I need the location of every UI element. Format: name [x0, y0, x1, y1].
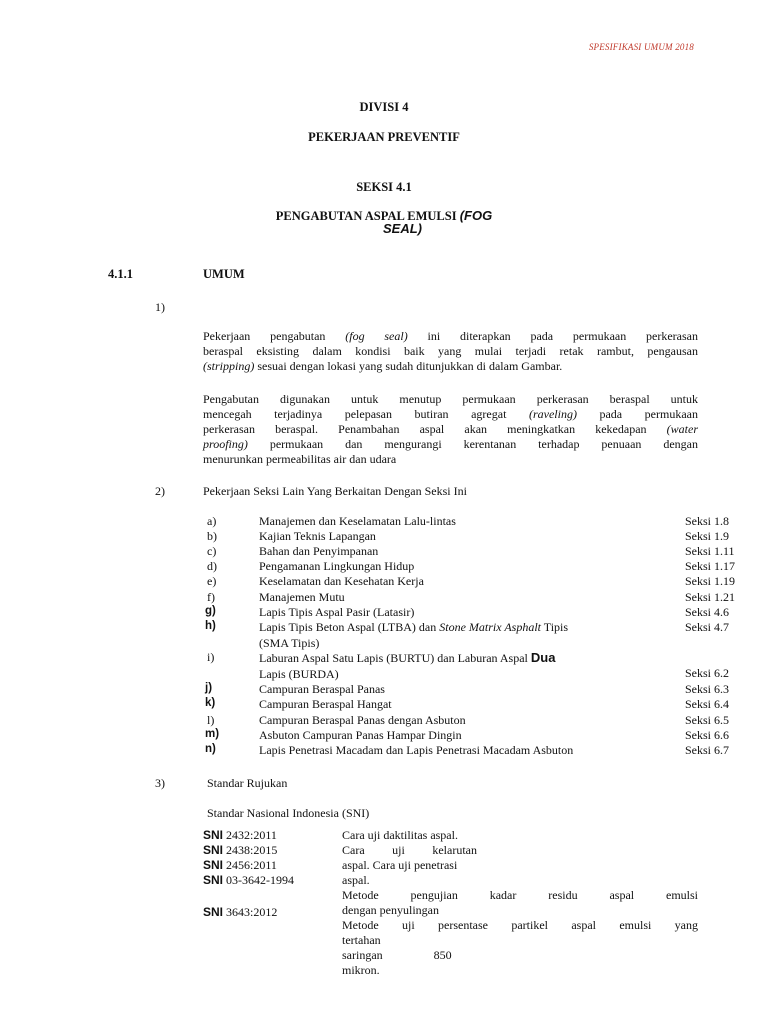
line-text: pada permukaan	[576, 407, 698, 421]
line-text: Pekerjaan pengabutan	[203, 329, 346, 343]
row-letter: i)	[207, 650, 215, 664]
sni-code	[203, 873, 294, 888]
sni-number: 3643:2012	[223, 905, 278, 919]
related-section-row	[0, 574, 768, 589]
paragraph-2	[203, 392, 698, 467]
sni-number: 2438:2015	[223, 843, 278, 857]
row-letter: f)	[207, 590, 215, 604]
line-text: sesuai dengan lokasi yang sudah ditunjukkan di dalam Gambar.	[254, 359, 563, 373]
row-text: Pengamanan Lingkungan Hidup	[259, 559, 415, 573]
row-text-part: Tipis	[541, 620, 569, 634]
row-letter: h)	[205, 620, 216, 632]
divisi-title: DIVISI 4	[359, 100, 409, 114]
italic-term: (stripping)	[203, 359, 255, 373]
row-text: Lapis Tipis Aspal Pasir (Latasir)	[259, 605, 415, 619]
related-section-row	[0, 529, 768, 544]
row-letter: b)	[207, 529, 217, 543]
row-text: Manajemen dan Keselamatan Lalu-lintas	[259, 514, 456, 528]
sni-description-line: aspal. Cara uji penetrasi	[342, 858, 458, 872]
italic-term: Stone Matrix Asphalt	[439, 620, 542, 634]
row-section-ref: Seksi 1.21	[685, 590, 736, 604]
row-text: Kajian Teknis Lapangan	[259, 529, 376, 543]
line-text: beraspal eksisting dalam kondisi baik yang mulai terjadi retak rambut, pengausan	[203, 344, 698, 358]
row-letter: m)	[205, 728, 220, 740]
judul-seal: SEAL)	[383, 221, 422, 236]
related-section-row	[0, 559, 768, 574]
row-section-ref: Seksi 6.4	[685, 697, 730, 711]
italic-term: (raveling)	[528, 407, 577, 421]
sni-prefix: SNI	[203, 843, 224, 857]
sni-number: 2432:2011	[223, 828, 277, 842]
section-number: 4.1.1	[108, 267, 133, 281]
sni-description-line: Cara uji daktilitas aspal.	[342, 828, 458, 842]
sni-number: 03-3642-1994	[223, 873, 295, 887]
sni-description-line: aspal.	[342, 873, 370, 887]
judul-fog: (FOG	[459, 208, 493, 223]
row-section-ref: Seksi 1.17	[685, 559, 736, 573]
sni-description-line: mikron.	[342, 963, 380, 977]
related-section-row	[0, 650, 768, 681]
row-letter: g)	[205, 605, 216, 617]
row-section-ref: Seksi 4.6	[685, 605, 730, 619]
row-section-ref: Seksi 6.7	[685, 743, 730, 757]
paragraph-line	[203, 422, 698, 437]
row-letter: d)	[207, 559, 217, 573]
pekerjaan-title: PEKERJAAN PREVENTIF	[308, 130, 460, 144]
related-section-row	[0, 544, 768, 559]
row-letter: e)	[207, 574, 217, 588]
italic-term: proofing)	[203, 437, 248, 451]
row-section-ref: Seksi 1.9	[685, 529, 730, 543]
related-section-row	[0, 743, 768, 758]
sni-description-line: saringan 850	[342, 948, 452, 962]
related-section-row	[0, 713, 768, 728]
row-section-ref: Seksi 1.19	[685, 574, 736, 588]
related-section-row	[0, 590, 768, 605]
row-text-continuation: (SMA Tipis)	[259, 636, 320, 650]
related-section-row	[0, 605, 768, 620]
paragraph-line	[203, 452, 698, 467]
sni-description-line: dengan penyulingan	[342, 903, 439, 917]
row-section-ref: Seksi 1.11	[685, 544, 735, 558]
seksi-title: SEKSI 4.1	[356, 180, 412, 194]
row-section-ref: Seksi 1.8	[685, 514, 730, 528]
paragraph-line	[203, 437, 698, 452]
row-text: Manajemen Mutu	[259, 590, 345, 604]
row-letter: l)	[207, 713, 215, 727]
row-text	[259, 650, 555, 682]
italic-term: (fog seal)	[345, 329, 408, 343]
row-letter: a)	[207, 514, 217, 528]
row-text: Keselamatan dan Kesehatan Kerja	[259, 574, 424, 588]
row-section-ref: Seksi 6.5	[685, 713, 730, 727]
row-letter: j)	[205, 682, 213, 694]
sni-code	[203, 828, 277, 843]
row-section-ref: Seksi 6.3	[685, 682, 730, 696]
sni-subtitle: Standar Nasional Indonesia (SNI)	[207, 806, 370, 820]
paragraph-line	[203, 392, 698, 407]
paragraph-1	[203, 329, 698, 374]
related-section-row	[0, 514, 768, 529]
row-text: Campuran Beraspal Panas dengan Asbuton	[259, 713, 466, 727]
line-text: permukaan dan mengurangi kerentanan terhadap penuaan dengan	[247, 437, 698, 451]
row-text: Campuran Beraspal Hangat	[259, 697, 392, 711]
related-section-row	[0, 728, 768, 743]
sni-description-list	[342, 828, 698, 978]
item-1-number: 1)	[155, 300, 165, 314]
row-text-continuation: Lapis (BURDA)	[259, 667, 339, 681]
paragraph-line	[203, 344, 698, 359]
paragraph-line	[203, 329, 698, 344]
row-text: Lapis Penetrasi Macadam dan Lapis Penetrasi Macadam Asbuton	[259, 743, 574, 757]
row-text-part: Laburan Aspal Satu Lapis (BURTU) dan Laburan Aspal	[259, 651, 531, 665]
row-section-ref: Seksi 6.6	[685, 728, 730, 742]
section-title: UMUM	[203, 267, 245, 281]
sni-description-line: Metode uji persentase partikel aspal emulsi yang	[342, 918, 698, 932]
line-text: Pengabutan digunakan untuk menutup permukaan perkerasan beraspal untuk	[203, 392, 698, 406]
row-text: Bahan dan Penyimpanan	[259, 544, 379, 558]
row-text	[259, 620, 568, 651]
row-letter: n)	[205, 743, 216, 755]
row-text: Campuran Beraspal Panas	[259, 682, 385, 696]
paragraph-line	[203, 359, 698, 374]
item-2-title: Pekerjaan Seksi Lain Yang Berkaitan Dengan Seksi Ini	[203, 484, 467, 498]
italic-term: (water	[666, 422, 698, 436]
related-section-row	[0, 620, 768, 650]
line-text: mencegah terjadinya pelepasan butiran agregat	[203, 407, 529, 421]
item-3-title: Standar Rujukan	[207, 776, 288, 790]
sni-prefix: SNI	[203, 828, 224, 842]
sni-prefix: SNI	[203, 873, 224, 887]
row-text-part: Lapis Tipis Beton Aspal (LTBA) dan	[259, 620, 440, 634]
row-letter: c)	[207, 544, 217, 558]
judul-text: PENGABUTAN ASPAL EMULSI	[275, 209, 457, 223]
sni-description-line: Cara uji kelarutan	[342, 843, 477, 857]
paragraph-line	[203, 407, 698, 422]
sni-prefix: SNI	[203, 905, 224, 919]
spec-header: SPESIFIKASI UMUM 2018	[588, 42, 694, 52]
line-text: menurunkan permeabilitas air dan udara	[203, 452, 397, 466]
line-text: perkerasan beraspal. Penambahan aspal akan meningkatkan kekedapan	[203, 422, 667, 436]
line-text: ini diterapkan pada permukaan perkerasan	[407, 329, 698, 343]
row-section-ref: Seksi 6.2	[685, 666, 730, 680]
item-3-number: 3)	[155, 776, 165, 790]
sni-code	[203, 843, 277, 858]
sni-code	[203, 905, 277, 920]
row-text: Asbuton Campuran Panas Hampar Dingin	[259, 728, 462, 742]
row-section-ref: Seksi 4.7	[685, 620, 730, 634]
sni-code	[203, 858, 277, 873]
sni-number: 2456:2011	[223, 858, 277, 872]
item-2-number: 2)	[155, 484, 165, 498]
sni-description-line: Metode pengujian kadar residu aspal emulsi	[342, 888, 698, 902]
related-section-row	[0, 697, 768, 712]
related-section-row	[0, 682, 768, 697]
bold-term: Dua	[530, 650, 556, 665]
sni-description-line: tertahan	[342, 933, 381, 947]
row-letter: k)	[205, 697, 216, 709]
sni-prefix: SNI	[203, 858, 224, 872]
